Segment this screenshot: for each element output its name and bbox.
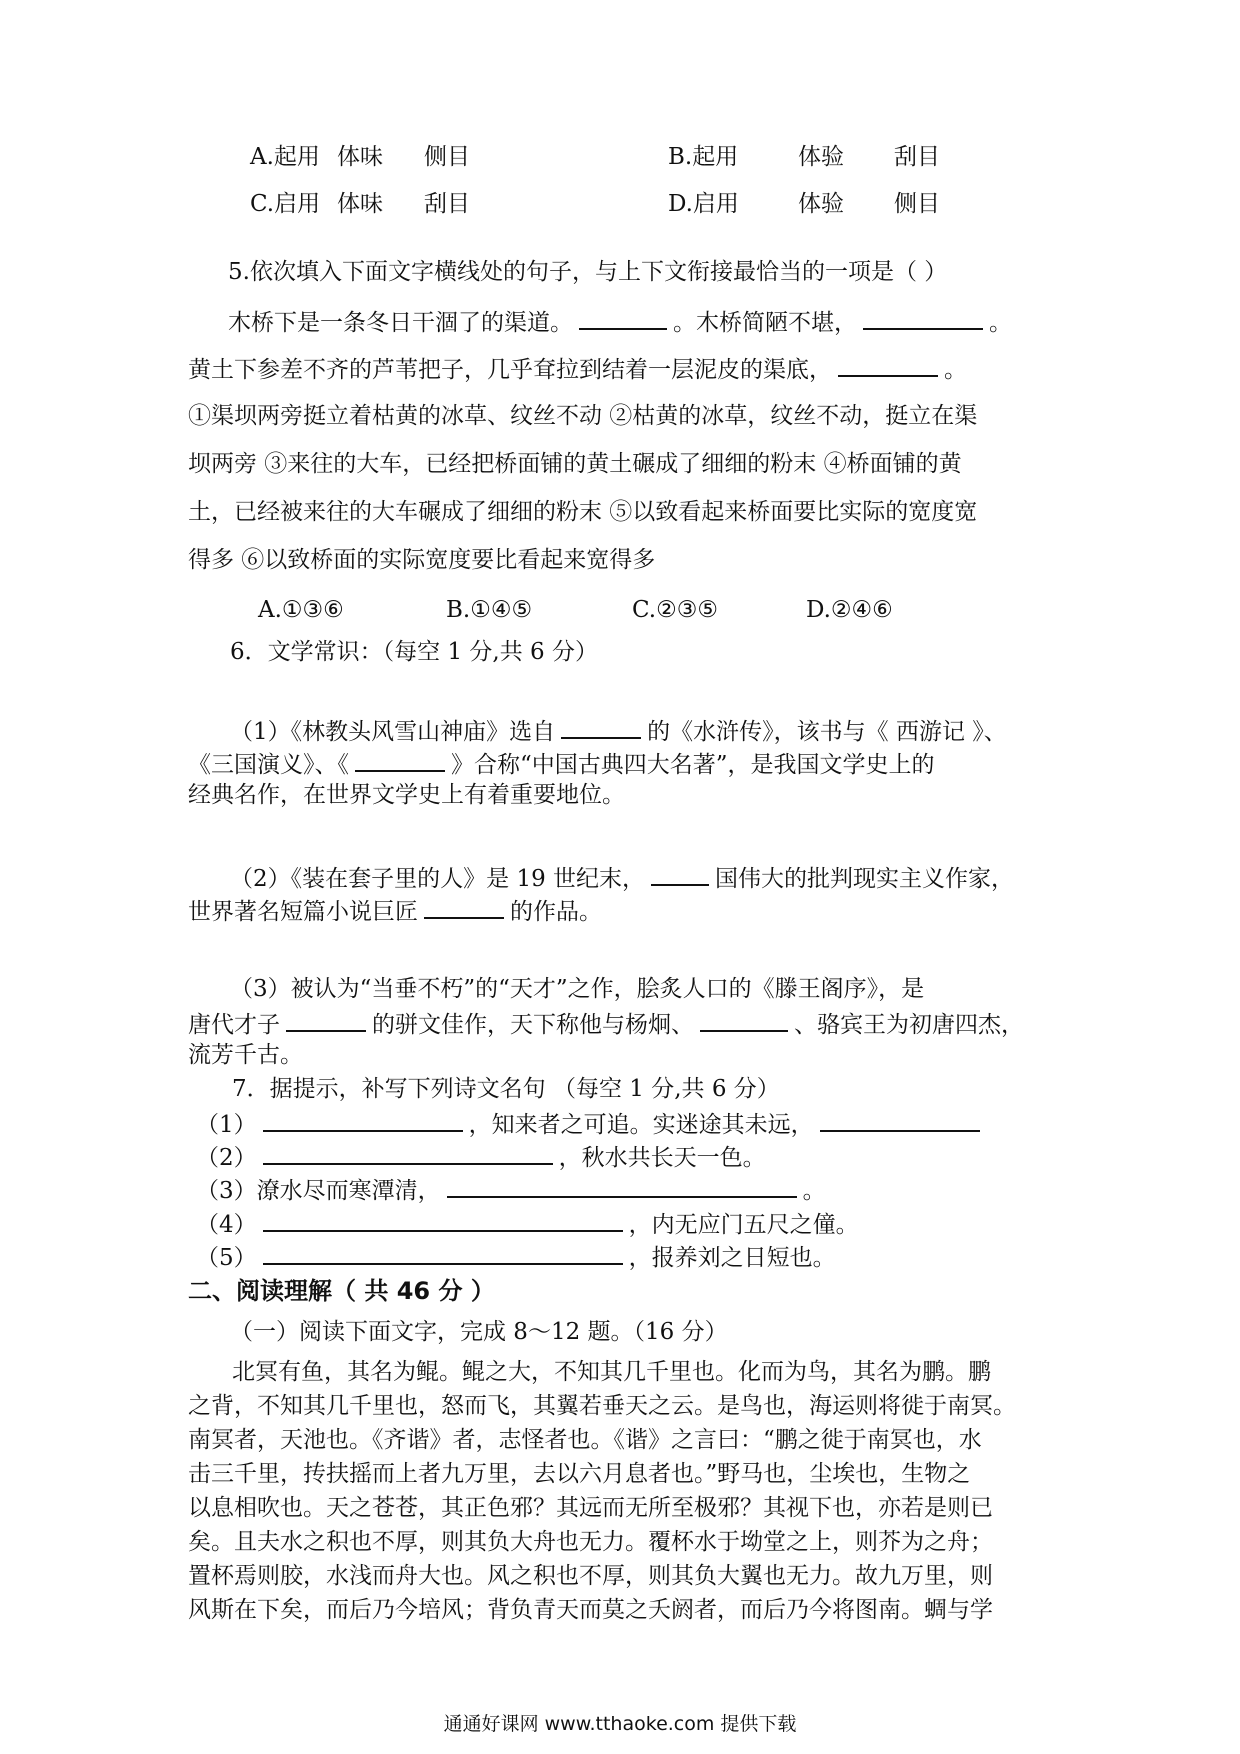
q5-option-b: B.①④⑤ — [446, 597, 533, 623]
q7-item5 — [196, 1241, 836, 1272]
q4-option-c-word2: 体味 — [337, 191, 383, 217]
passage-line: 风斯在下矣，而后乃今培风；背负青天而莫之夭阏者，而后乃今将图南。蜩与学 — [188, 1597, 993, 1623]
q6-item2-line2 — [188, 895, 602, 926]
answer-blank[interactable] — [651, 862, 709, 886]
q4-option-b-word2: 体验 — [798, 144, 844, 170]
passage-line: 矣。且夫水之积也不厚，则其负大舟也无力。覆杯水于坳堂之上，则芥为之舟； — [188, 1529, 993, 1555]
q6-text: （1）《林教头风雪山神庙》选自 — [230, 719, 556, 745]
answer-blank[interactable] — [579, 306, 667, 330]
q6-item3-line1: （3）被认为“当垂不朽”的“天才”之作，脍炙人口的《滕王阁序》，是 — [230, 976, 925, 1002]
q7-text: ，秋水共长天一色。 — [558, 1145, 766, 1171]
q4-option-c: C.启用 — [250, 191, 321, 217]
q7-text: （3）潦水尽而寒潭清， — [196, 1178, 441, 1204]
q5-option-a: A.①③⑥ — [258, 597, 344, 623]
q4-option-a — [250, 143, 320, 171]
q7-text: ，内无应门五尺之僮。 — [628, 1212, 859, 1238]
item-number: （5） — [196, 1245, 257, 1271]
q7-item2 — [196, 1141, 766, 1172]
answer-blank[interactable] — [820, 1108, 980, 1132]
q5-stem: 5.依次填入下面文字横线处的句子，与上下文衔接最恰当的一项是（ ） — [228, 259, 948, 285]
q4-option-d-word2: 体验 — [798, 191, 844, 217]
q5-passage-line1 — [228, 306, 1012, 337]
q6-item3-line3: 流芳千古。 — [188, 1042, 303, 1068]
q6-title: 6．文学常识：（每空 1 分,共 6 分） — [230, 639, 598, 665]
q7-item4 — [196, 1208, 859, 1239]
q6-text: 、骆宾王为初唐四杰， — [794, 1012, 1024, 1038]
q6-item1-line3: 经典名作，在世界文学史上有着重要地位。 — [188, 782, 625, 808]
q5-option-c: C.②③⑤ — [632, 597, 718, 623]
q6-item2-line1 — [230, 862, 1014, 893]
q4-option-d-word3: 侧目 — [894, 191, 940, 217]
q6-text: 的骈文佳作，天下称他与杨炯、 — [372, 1012, 694, 1038]
q6-text: 国伟大的批判现实主义作家， — [715, 866, 1015, 892]
q7-text: ，报养刘之日短也。 — [628, 1245, 836, 1271]
q5-choice-line2: 坝两旁 ③来往的大车，已经把桥面铺的黄土碾成了细细的粉末 ④桥面铺的黄 — [188, 451, 962, 477]
answer-blank[interactable] — [447, 1174, 797, 1198]
q6-text: 《三国演义》、《 — [188, 752, 349, 778]
q6-item3-line2 — [188, 1008, 1024, 1039]
q7-text: ，知来者之可追。实迷途其未远， — [468, 1112, 814, 1138]
section-subheading: （一）阅读下面文字，完成 8～12 题。（16 分） — [230, 1319, 728, 1345]
q4-option-c-word3: 刮目 — [424, 191, 470, 217]
passage-line: 置杯焉则胶，水浅而舟大也。风之积也不厚，则其负大翼也无力。故九万里，则 — [188, 1563, 993, 1589]
item-number: （2） — [196, 1145, 257, 1171]
q6-text: 的作品。 — [510, 899, 602, 925]
passage-line: 北冥有鱼，其名为鲲。鲲之大，不知其几千里也。化而为鸟，其名为鹏。鹏 — [232, 1359, 991, 1385]
q5-text: 黄土下参差不齐的芦苇把子，几乎耷拉到结着一层泥皮的渠底， — [188, 357, 832, 383]
q6-text: 的《水浒传》，该书与《 西游记 》、 — [647, 719, 1007, 745]
answer-blank[interactable] — [700, 1008, 788, 1032]
q5-text: 。 — [944, 357, 967, 383]
q6-text: 世界著名短篇小说巨匠 — [188, 899, 418, 925]
page-footer: 通通好课网 www.tthaoke.com 提供下载 — [443, 1713, 797, 1735]
answer-blank[interactable] — [263, 1108, 463, 1132]
passage-line: 南冥者，天池也。《齐谐》者，志怪者也。《谐》之言曰：“鹏之徙于南冥也，水 — [188, 1427, 982, 1453]
q5-choice-line3: 土，已经被来往的大车碾成了细细的粉末 ⑤以致看起来桥面要比实际的宽度宽 — [188, 499, 978, 525]
q5-text: 木桥下是一条冬日干涸了的渠道。 — [228, 310, 573, 336]
answer-blank[interactable] — [355, 748, 445, 772]
option-label: A.起用 — [250, 144, 320, 170]
q5-text: 。 — [989, 310, 1012, 336]
item-number: （4） — [196, 1212, 257, 1238]
q7-title: 7．据提示，补写下列诗文名句 （每空 1 分,共 6 分） — [232, 1076, 780, 1102]
q4-option-a-word2: 体味 — [337, 144, 383, 170]
passage-line: 以息相吹也。天之苍苍，其正色邪？其远而无所至极邪？其视下也，亦若是则已 — [188, 1495, 993, 1521]
answer-blank[interactable] — [561, 715, 641, 739]
answer-blank[interactable] — [863, 306, 983, 330]
answer-blank[interactable] — [286, 1008, 366, 1032]
answer-blank[interactable] — [263, 1241, 623, 1265]
section-heading: 二、阅读理解（ 共 46 分 ） — [188, 1277, 495, 1305]
q4-option-b-word3: 刮目 — [894, 144, 940, 170]
q5-text: 。木桥简陋不堪， — [673, 310, 857, 336]
answer-blank[interactable] — [424, 895, 504, 919]
answer-blank[interactable] — [838, 353, 938, 377]
q6-text: 》合称“中国古典四大名著”，是我国文学史上的 — [451, 752, 935, 778]
q5-choice-line1: ①渠坝两旁挺立着枯黄的冰草、纹丝不动 ②枯黄的冰草，纹丝不动，挺立在渠 — [188, 403, 978, 429]
q5-option-d: D.②④⑥ — [806, 597, 893, 623]
item-number: （1） — [196, 1112, 257, 1138]
q5-passage-line2 — [188, 353, 967, 384]
q4-option-d: D.启用 — [668, 191, 739, 217]
q4-option-b: B.起用 — [668, 144, 739, 170]
answer-blank[interactable] — [263, 1208, 623, 1232]
q7-text: 。 — [802, 1178, 826, 1204]
q6-item1-line2 — [188, 748, 935, 779]
q7-item1 — [196, 1108, 986, 1139]
q5-choice-line4: 得多 ⑥以致桥面的实际宽度要比看起来宽得多 — [188, 547, 656, 573]
answer-blank[interactable] — [263, 1141, 553, 1165]
q7-item3 — [196, 1174, 826, 1205]
q6-item1-line1 — [230, 715, 1007, 746]
q6-text: 唐代才子 — [188, 1012, 280, 1038]
q6-text: （2）《装在套子里的人》是 19 世纪末， — [230, 866, 646, 892]
passage-line: 击三千里，抟扶摇而上者九万里，去以六月息者也。”野马也，尘埃也，生物之 — [188, 1461, 971, 1487]
passage-line: 之背，不知其几千里也，怒而飞，其翼若垂天之云。是鸟也，海运则将徙于南冥。 — [188, 1393, 1016, 1419]
q4-option-a-word3: 侧目 — [424, 144, 470, 170]
